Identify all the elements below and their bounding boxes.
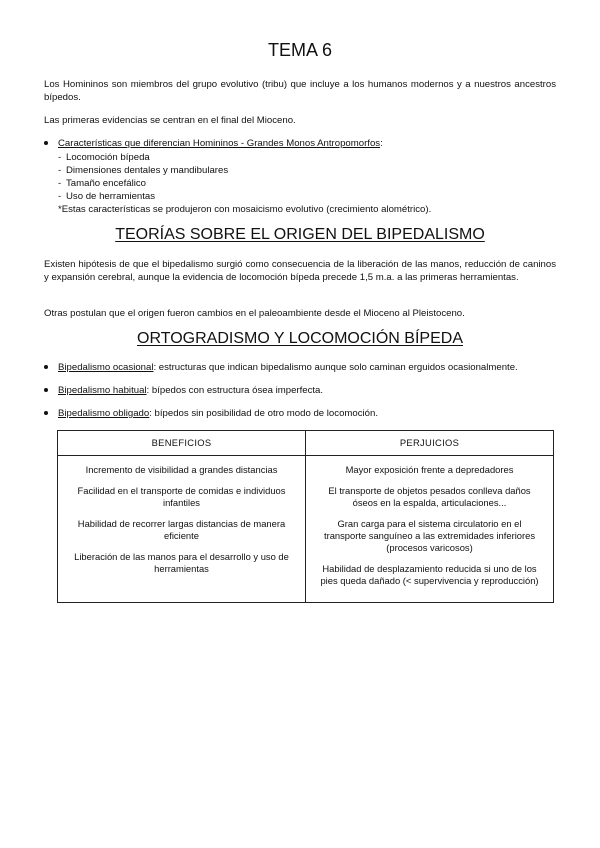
- benefit-item: Liberación de las manos para el desarrollo y uso de herramientas: [74, 551, 289, 574]
- section1-paragraph-2: Otras postulan que el origen fueron cambios en el paleoambiente desde el Mioceno al Pleistoceno.: [44, 308, 465, 319]
- characteristics-colon: :: [380, 138, 383, 149]
- benefit-item: Habilidad de recorrer largas distancias de manera eficiente: [77, 518, 286, 541]
- bullet-term: Bipedalismo habitual: [58, 385, 147, 396]
- benefit-item: Incremento de visibilidad a grandes distancias: [85, 464, 278, 475]
- benefits-header: BENEFICIOS: [58, 431, 306, 456]
- bullet-icon: [44, 365, 48, 369]
- characteristic-item: Uso de herramientas: [66, 191, 156, 202]
- characteristic-item: Tamaño encefálico: [66, 178, 146, 189]
- section-heading-bipedalismo: TEORÍAS SOBRE EL ORIGEN DEL BIPEDALISMO: [115, 226, 485, 243]
- drawbacks-header: PERJUICIOS: [306, 431, 554, 456]
- benefits-cell: [58, 456, 306, 603]
- bullet-text: : bípedos con estructura ósea imperfecta.: [146, 385, 324, 396]
- page-title: TEMA 6: [267, 40, 333, 60]
- bullet-icon: [44, 388, 48, 392]
- bullet-text: : bípedos sin posibilidad de otro modo de locomoción.: [149, 408, 378, 419]
- benefit-item: Facilidad en el transporte de comidas e individuos infantiles: [77, 485, 286, 508]
- characteristic-item: Dimensiones dentales y mandibulares: [66, 165, 229, 176]
- bullet-term: Bipedalismo ocasional: [58, 362, 154, 373]
- drawback-item: Gran carga para el sistema circulatorio en el transporte sanguíneo a las extremidades inferiores (procesos varicosos): [323, 518, 536, 553]
- table-header-row: [58, 431, 554, 456]
- list-item: - Uso de herramientas: [58, 191, 156, 202]
- bullet-term: Bipedalismo obligado: [58, 408, 150, 419]
- characteristics-note: *Estas características se produjeron con mosaicismo evolutivo (crecimiento alométrico).: [58, 204, 432, 215]
- drawbacks-cell: [306, 456, 554, 603]
- drawback-item: Habilidad de desplazamiento reducida si uno de los pies queda dañado (< supervivencia y reproducción): [320, 563, 539, 586]
- bullet-icon: [44, 141, 48, 145]
- table-row: [58, 456, 554, 603]
- section1-paragraph: Existen hipótesis de que el bipedalismo surgió como consecuencia de la liberación de las manos, reducción de caninos y expansión cerebral, aunque la evidencia de locomoción bípeda precede 1,5 m.a. a las primeras herramientas.: [44, 259, 556, 284]
- list-item: - Tamaño encefálico: [58, 178, 146, 189]
- drawback-item: Mayor exposición frente a depredadores: [345, 464, 514, 475]
- benefits-drawbacks-table: [57, 430, 554, 603]
- intro-paragraph: Los Homininos son miembros del grupo evolutivo (tribu) que incluye a los humanos modernos y a nuestros ancestros bípedos.: [44, 79, 556, 104]
- evidence-paragraph: Las primeras evidencias se centran en el final del Mioceno.: [44, 115, 296, 126]
- characteristics-heading: Características que diferencian Homininos - Grandes Monos Antropomorfos: [58, 138, 381, 149]
- bullet-icon: [44, 411, 48, 415]
- characteristic-item: Locomoción bípeda: [66, 152, 150, 163]
- list-item: - Dimensiones dentales y mandibulares: [58, 165, 229, 176]
- section-heading-ortogradismo: ORTOGRADISMO Y LOCOMOCIÓN BÍPEDA: [137, 330, 463, 347]
- drawback-item: El transporte de objetos pesados conlleva daños óseos en la espalda, articulaciones...: [328, 485, 531, 508]
- characteristics-bullet: [44, 137, 556, 150]
- list-item: [44, 384, 556, 397]
- list-item: [44, 361, 556, 374]
- list-item: [44, 407, 556, 420]
- bullet-text: : estructuras que indican bipedalismo aunque solo caminan erguidos ocasionalmente.: [153, 362, 518, 373]
- list-item: - Locomoción bípeda: [58, 152, 150, 163]
